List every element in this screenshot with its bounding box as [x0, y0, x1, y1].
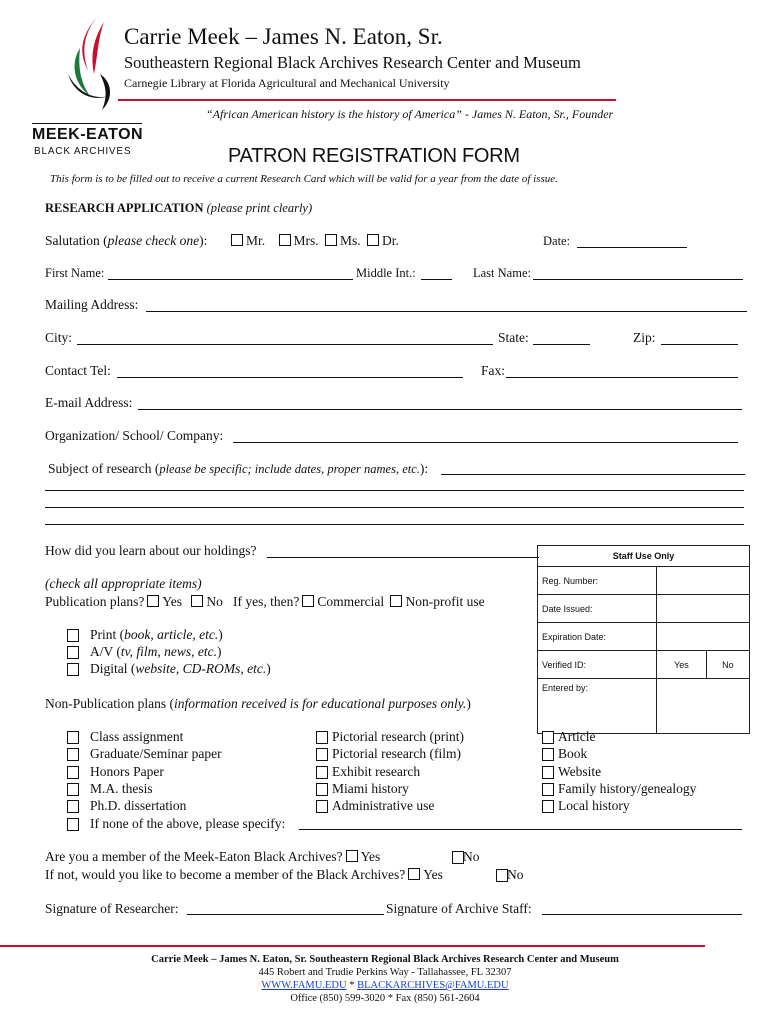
city-label: City:: [45, 330, 73, 345]
footer-separator: *: [346, 980, 358, 991]
digital-checkbox[interactable]: [67, 663, 79, 676]
family-history-label: Family history/genealogy: [558, 781, 697, 796]
pictorial-print-label: Pictorial research (print): [332, 729, 464, 744]
verified-yes-cell[interactable]: Yes: [657, 651, 707, 679]
dr-label: Dr.: [382, 233, 399, 248]
last-name-label: Last Name:: [473, 266, 531, 280]
staff-use-table: [537, 545, 750, 734]
subject-note: please be specific; include dates, proper names, etc.: [159, 462, 420, 476]
expiration-date-cell[interactable]: [657, 623, 750, 651]
website-label: Website: [558, 764, 602, 779]
pictorial-film-label: Pictorial research (film): [332, 746, 461, 761]
administrative-use-checkbox[interactable]: [316, 800, 328, 813]
verified-id-label: Verified ID:: [538, 651, 657, 679]
logo-subtitle: BLACK ARCHIVES: [34, 146, 132, 157]
staff-signature-label: Signature of Archive Staff:: [386, 901, 532, 916]
middle-initial-label: Middle Int.:: [356, 266, 416, 280]
ms-checkbox[interactable]: [325, 234, 337, 246]
print-checkbox[interactable]: [67, 629, 79, 642]
section-title: RESEARCH APPLICATION: [45, 201, 204, 215]
mailing-address-field[interactable]: [146, 311, 747, 312]
email-field[interactable]: [138, 409, 742, 410]
organization-label: Organization/ School/ Company:: [45, 428, 224, 443]
salutation-options: [228, 233, 399, 249]
subject-field-line-4[interactable]: [45, 524, 744, 525]
print-item: Print (book, article, etc.): [90, 627, 223, 642]
date-field[interactable]: [577, 247, 687, 248]
digital-item: Digital (website, CD-ROMs, etc.): [90, 661, 271, 676]
entered-by-cell[interactable]: [657, 679, 750, 734]
fax-field[interactable]: [506, 377, 738, 378]
form-title: PATRON REGISTRATION FORM: [228, 145, 520, 167]
logo-wordmark: MEEK-EATON: [32, 126, 144, 143]
none-specify-field[interactable]: [299, 829, 742, 830]
pictorial-print-checkbox[interactable]: [316, 731, 328, 744]
publication-no-checkbox[interactable]: [191, 595, 203, 607]
staff-signature-field[interactable]: [542, 914, 742, 915]
salutation-row: [45, 233, 207, 249]
publication-no-label: No: [206, 594, 223, 609]
footer-red-rule: [0, 945, 705, 947]
member-yes-label: Yes: [360, 849, 381, 864]
staff-use-title: Staff Use Only: [538, 546, 750, 567]
header-institution: Carnegie Library at Florida Agricultural and Mechanical University: [124, 76, 450, 90]
article-label: Article: [558, 729, 596, 744]
local-history-label: Local history: [558, 798, 630, 813]
phd-dissertation-checkbox[interactable]: [67, 800, 79, 813]
class-assignment-label: Class assignment: [90, 729, 184, 744]
member-question-text: Are you a member of the Meek-Eaton Black Archives?: [45, 849, 343, 864]
honors-paper-checkbox[interactable]: [67, 766, 79, 779]
honors-paper-label: Honors Paper: [90, 764, 164, 779]
reg-number-cell[interactable]: [657, 567, 750, 595]
article-checkbox[interactable]: [542, 731, 554, 744]
header-red-rule: [118, 99, 616, 101]
researcher-signature-label: Signature of Researcher:: [45, 901, 179, 916]
administrative-use-label: Administrative use: [332, 798, 435, 813]
graduate-paper-label: Graduate/Seminar paper: [90, 746, 222, 761]
book-checkbox[interactable]: [542, 748, 554, 761]
av-item: A/V (tv, film, news, etc.): [90, 644, 222, 659]
intro-text: This form is to be filled out to receive a current Research Card which will be valid for a year from the date of issue.: [50, 173, 558, 185]
footer-links: [0, 980, 770, 991]
fax-label: Fax:: [481, 363, 506, 378]
middle-initial-field[interactable]: [421, 279, 452, 280]
nonpub-label: Non-Publication plans (information received is for educational purposes only.): [45, 696, 471, 711]
header-title: Carrie Meek – James N. Eaton, Sr.: [124, 24, 443, 49]
publication-row: [45, 594, 485, 610]
class-assignment-checkbox[interactable]: [67, 731, 79, 744]
publication-yes-label: Yes: [162, 594, 183, 609]
ma-thesis-checkbox[interactable]: [67, 783, 79, 796]
footer-website-link[interactable]: WWW.FAMU.EDU: [261, 980, 347, 991]
researcher-signature-field[interactable]: [187, 914, 384, 915]
holdings-field[interactable]: [267, 557, 539, 558]
phd-dissertation-label: Ph.D. dissertation: [90, 798, 187, 813]
mrs-label: Mrs.: [293, 233, 319, 248]
first-name-field[interactable]: [108, 279, 353, 280]
header-subtitle: Southeastern Regional Black Archives Research Center and Museum: [124, 53, 581, 72]
first-name-label: First Name:: [45, 266, 105, 280]
section-note: (please print clearly): [206, 201, 313, 215]
organization-field[interactable]: [233, 442, 738, 443]
salutation-label: Salutation (: [45, 233, 108, 248]
none-specify-label: If none of the above, please specify:: [90, 816, 286, 831]
member-no-label: No: [463, 849, 480, 864]
become-yes-label: Yes: [423, 867, 443, 882]
become-member-question: [45, 867, 443, 883]
none-checkbox[interactable]: [67, 818, 79, 831]
exhibit-research-checkbox[interactable]: [316, 766, 328, 779]
website-checkbox[interactable]: [542, 766, 554, 779]
member-yes-checkbox[interactable]: [346, 850, 358, 862]
section-heading: [45, 201, 312, 216]
dr-checkbox[interactable]: [367, 234, 379, 246]
publication-yes-checkbox[interactable]: [147, 595, 159, 607]
last-name-field[interactable]: [533, 279, 743, 280]
mr-checkbox[interactable]: [231, 234, 243, 246]
mailing-address-label: Mailing Address:: [45, 297, 139, 312]
reg-number-label: Reg. Number:: [538, 567, 657, 595]
av-checkbox[interactable]: [67, 646, 79, 659]
nonprofit-checkbox[interactable]: [390, 595, 402, 607]
subject-label: [48, 461, 428, 477]
nonprofit-label: Non-profit use: [405, 594, 485, 609]
mr-label: Mr.: [246, 233, 266, 248]
member-question: [45, 849, 380, 865]
if-yes-label: If yes, then?: [233, 594, 300, 609]
entered-by-label: Entered by:: [538, 679, 657, 734]
ma-thesis-label: M.A. thesis: [90, 781, 153, 796]
holdings-label: How did you learn about our holdings?: [45, 543, 257, 558]
footer-address: 445 Robert and Trudie Perkins Way - Tallahassee, FL 32307: [258, 967, 512, 978]
commercial-checkbox[interactable]: [302, 595, 314, 607]
become-yes-checkbox[interactable]: [408, 868, 420, 880]
contact-tel-label: Contact Tel:: [45, 363, 111, 378]
footer-email-link[interactable]: BLACKARCHIVES@FAMU.EDU: [357, 980, 509, 991]
zip-field[interactable]: [661, 344, 738, 345]
ms-label: Ms.: [340, 233, 361, 248]
date-issued-label: Date Issued:: [538, 595, 657, 623]
subject-field-line-1[interactable]: [441, 474, 745, 475]
subject-field-line-2[interactable]: [45, 490, 744, 491]
miami-history-checkbox[interactable]: [316, 783, 328, 796]
date-issued-cell[interactable]: [657, 595, 750, 623]
salutation-label-end: ):: [199, 233, 208, 248]
expiration-date-label: Expiration Date:: [538, 623, 657, 651]
commercial-label: Commercial: [317, 594, 385, 609]
state-field[interactable]: [533, 344, 590, 345]
state-label: State:: [498, 330, 529, 345]
become-member-text: If not, would you like to become a member of the Black Archives?: [45, 867, 406, 882]
footer-phone: Office (850) 599-3020 * Fax (850) 561-2604: [290, 993, 480, 1004]
date-label: Date:: [543, 234, 571, 248]
family-history-checkbox[interactable]: [542, 783, 554, 796]
book-label: Book: [558, 746, 588, 761]
publication-label: Publication plans?: [45, 594, 145, 609]
graduate-paper-checkbox[interactable]: [67, 748, 79, 761]
founder-quote: “African American history is the history of America” - James N. Eaton, Sr., Founder: [206, 107, 614, 121]
salutation-note: please check one: [107, 233, 200, 248]
local-history-checkbox[interactable]: [542, 800, 554, 813]
become-no-label: No: [507, 867, 524, 882]
check-note: (check all appropriate items): [45, 576, 202, 591]
city-field[interactable]: [77, 344, 493, 345]
subject-label-end: ):: [419, 461, 429, 476]
exhibit-research-label: Exhibit research: [332, 764, 421, 779]
mrs-checkbox[interactable]: [279, 234, 291, 246]
footer-institution: Carrie Meek – James N. Eaton, Sr. Southeastern Regional Black Archives Research Center and Museum: [151, 954, 619, 965]
subject-label-text: Subject of research (: [48, 461, 160, 476]
pictorial-film-checkbox[interactable]: [316, 748, 328, 761]
contact-tel-field[interactable]: [117, 377, 463, 378]
miami-history-label: Miami history: [332, 781, 409, 796]
verified-no-cell[interactable]: No: [706, 651, 749, 679]
subject-field-line-3[interactable]: [45, 507, 744, 508]
zip-label: Zip:: [633, 330, 656, 345]
email-label: E-mail Address:: [45, 395, 133, 410]
